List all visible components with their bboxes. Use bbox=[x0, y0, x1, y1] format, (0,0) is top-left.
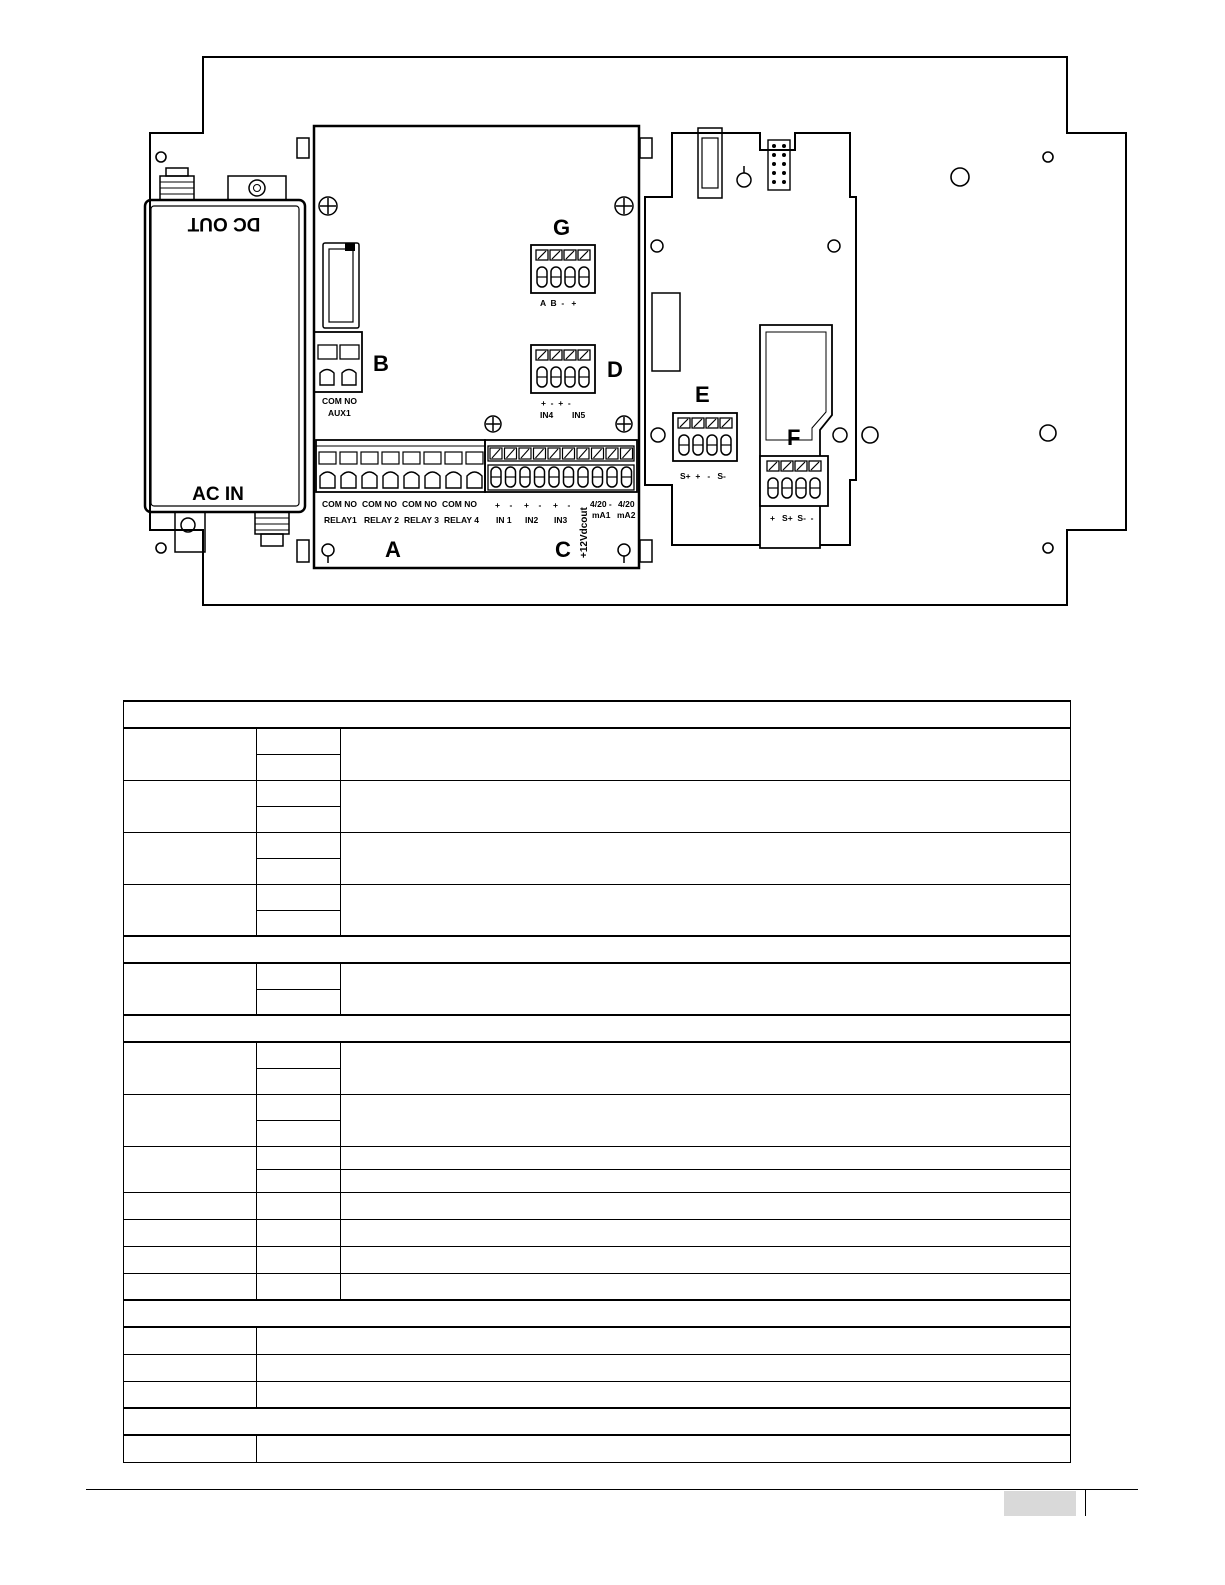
pin-cell bbox=[257, 963, 341, 989]
mounting-hole bbox=[862, 427, 878, 443]
relay-terminal-label: COM NO bbox=[362, 499, 397, 509]
psu-dc-out-label: DC OUT bbox=[187, 213, 261, 234]
input-pin-label: - bbox=[538, 500, 542, 510]
terminal-name-cell bbox=[124, 1042, 257, 1094]
description-cell bbox=[341, 884, 1071, 936]
pin-cell bbox=[257, 1192, 341, 1219]
relay-name-label: RELAY 3 bbox=[404, 515, 439, 525]
header-pin bbox=[772, 153, 776, 157]
table-row bbox=[124, 1273, 1071, 1300]
footer-divider bbox=[1085, 1490, 1086, 1516]
block-d-name-in5: IN5 bbox=[572, 410, 586, 420]
input-name-label: IN3 bbox=[554, 515, 568, 525]
header-pin bbox=[782, 171, 786, 175]
terminal-name-cell bbox=[124, 832, 257, 884]
block-e-letter: E bbox=[695, 382, 710, 407]
description-cell bbox=[257, 1381, 1071, 1408]
pin-cell bbox=[257, 1068, 341, 1094]
table-section-row bbox=[124, 936, 1071, 963]
table-row bbox=[124, 1042, 1071, 1068]
pin-cell bbox=[257, 1273, 341, 1300]
header-pin bbox=[782, 153, 786, 157]
block-b-terminals: COM NO bbox=[322, 396, 357, 406]
terminal-name-cell bbox=[124, 1219, 257, 1246]
description-cell bbox=[341, 728, 1071, 780]
relay-name-label: RELAY 4 bbox=[444, 515, 479, 525]
pin-cell bbox=[257, 728, 341, 754]
psu-ac-in-label: AC IN bbox=[192, 484, 244, 505]
terminal-name-cell bbox=[124, 1327, 257, 1354]
header-pin bbox=[782, 162, 786, 166]
pin-cell bbox=[257, 1146, 341, 1169]
relay-name-label: RELAY 2 bbox=[364, 515, 399, 525]
pin-cell bbox=[257, 754, 341, 780]
footer-rule bbox=[86, 1489, 1138, 1490]
description-cell bbox=[341, 963, 1071, 1015]
header-pin bbox=[782, 180, 786, 184]
section-header-cell bbox=[124, 701, 1071, 728]
table-row bbox=[124, 1146, 1071, 1169]
description-cell bbox=[341, 1169, 1071, 1192]
wiring-diagram bbox=[0, 0, 1225, 640]
mounting-hole bbox=[156, 543, 166, 553]
description-cell bbox=[341, 1042, 1071, 1094]
section-header-cell bbox=[124, 1408, 1071, 1435]
relay-terminal-label: COM NO bbox=[322, 499, 357, 509]
block-b-letter: B bbox=[373, 351, 389, 376]
pin-cell bbox=[257, 1169, 341, 1192]
description-cell bbox=[341, 1094, 1071, 1146]
section-header-cell bbox=[124, 936, 1071, 963]
table-row bbox=[124, 884, 1071, 910]
block-f-letter: F bbox=[787, 425, 801, 450]
description-cell bbox=[341, 1246, 1071, 1273]
pin-cell bbox=[257, 989, 341, 1015]
relay-terminal-label: COM NO bbox=[442, 499, 477, 509]
table-section-row bbox=[124, 1015, 1071, 1042]
table-section-row bbox=[124, 1408, 1071, 1435]
description-cell bbox=[257, 1435, 1071, 1462]
pin-cell bbox=[257, 858, 341, 884]
input-pin-label: + bbox=[553, 500, 558, 510]
header-pin bbox=[772, 162, 776, 166]
vout-label: +12Vdcout bbox=[579, 507, 590, 558]
table-row bbox=[124, 1381, 1071, 1408]
header-pin bbox=[772, 171, 776, 175]
block-c-letter: C bbox=[555, 537, 571, 562]
input-pin-label: - bbox=[509, 500, 513, 510]
terminal-name-cell bbox=[124, 1192, 257, 1219]
table-row bbox=[124, 1435, 1071, 1462]
page-number-box bbox=[1004, 1491, 1076, 1516]
terminal-name-cell bbox=[124, 884, 257, 936]
terminal-name-cell bbox=[124, 728, 257, 780]
mounting-hole bbox=[1043, 152, 1053, 162]
input-pin-label: - bbox=[567, 500, 571, 510]
input-pin-label: + bbox=[495, 500, 500, 510]
pin-cell bbox=[257, 832, 341, 858]
table-section-row bbox=[124, 701, 1071, 728]
block-g-pins: A B - + bbox=[540, 298, 577, 308]
table-section-row bbox=[124, 1300, 1071, 1327]
input-name-label: IN2 bbox=[525, 515, 539, 525]
table-row bbox=[124, 1219, 1071, 1246]
block-b-name: AUX1 bbox=[328, 408, 351, 418]
description-cell bbox=[341, 1146, 1071, 1169]
power-supply bbox=[145, 168, 305, 552]
block-f-pins: + S+ S- - bbox=[770, 513, 814, 523]
block-d-letter: D bbox=[607, 357, 623, 382]
description-cell bbox=[257, 1354, 1071, 1381]
description-cell bbox=[341, 780, 1071, 832]
ma-unit-label: mA1 bbox=[592, 510, 611, 520]
block-a-letter: A bbox=[385, 537, 401, 562]
description-cell bbox=[341, 1192, 1071, 1219]
block-d-pins: + - + - bbox=[541, 398, 571, 408]
table-row bbox=[124, 1354, 1071, 1381]
mounting-hole bbox=[1043, 543, 1053, 553]
table-row bbox=[124, 1169, 1071, 1192]
terminal-name-cell bbox=[124, 963, 257, 1015]
pin-cell bbox=[257, 780, 341, 806]
header-pin bbox=[782, 144, 786, 148]
pin-cell bbox=[257, 806, 341, 832]
input-pin-label: + bbox=[524, 500, 529, 510]
description-cell bbox=[341, 1273, 1071, 1300]
wiring-table bbox=[123, 700, 1071, 1463]
input-name-label: IN 1 bbox=[496, 515, 512, 525]
relay-name-label: RELAY1 bbox=[324, 515, 357, 525]
ma-label: 4/20 - bbox=[590, 499, 612, 509]
ma-label: 4/20 bbox=[618, 499, 635, 509]
pin-cell bbox=[257, 1219, 341, 1246]
terminal-name-cell bbox=[124, 1146, 257, 1192]
terminal-name-cell bbox=[124, 1094, 257, 1146]
description-cell bbox=[257, 1327, 1071, 1354]
description-cell bbox=[341, 832, 1071, 884]
header-pin bbox=[772, 180, 776, 184]
pin-cell bbox=[257, 1120, 341, 1146]
terminal-name-cell bbox=[124, 1273, 257, 1300]
terminal-name-cell bbox=[124, 1381, 257, 1408]
table-row bbox=[124, 1327, 1071, 1354]
terminal-name-cell bbox=[124, 1435, 257, 1462]
pin-cell bbox=[257, 1042, 341, 1068]
pin-cell bbox=[257, 1246, 341, 1273]
section-header-cell bbox=[124, 1015, 1071, 1042]
table-row bbox=[124, 832, 1071, 858]
relay-terminal-label: COM NO bbox=[402, 499, 437, 509]
section-header-cell bbox=[124, 1300, 1071, 1327]
table-row bbox=[124, 780, 1071, 806]
header-pin bbox=[772, 144, 776, 148]
block-d-name-in4: IN4 bbox=[540, 410, 554, 420]
terminal-name-cell bbox=[124, 1354, 257, 1381]
mounting-hole bbox=[1040, 425, 1056, 441]
terminal-name-cell bbox=[124, 1246, 257, 1273]
table-row bbox=[124, 963, 1071, 989]
ma-unit-label: mA2 bbox=[617, 510, 636, 520]
mounting-hole bbox=[951, 168, 969, 186]
pin-cell bbox=[257, 1094, 341, 1120]
pin-cell bbox=[257, 884, 341, 910]
table-row bbox=[124, 1094, 1071, 1120]
description-cell bbox=[341, 1219, 1071, 1246]
block-g-letter: G bbox=[553, 215, 571, 240]
table-row bbox=[124, 728, 1071, 754]
block-e-pins: S+ + - S- bbox=[680, 471, 726, 481]
mounting-hole bbox=[156, 152, 166, 162]
table-row bbox=[124, 1192, 1071, 1219]
pin-cell bbox=[257, 910, 341, 936]
table-row bbox=[124, 1246, 1071, 1273]
terminal-name-cell bbox=[124, 780, 257, 832]
